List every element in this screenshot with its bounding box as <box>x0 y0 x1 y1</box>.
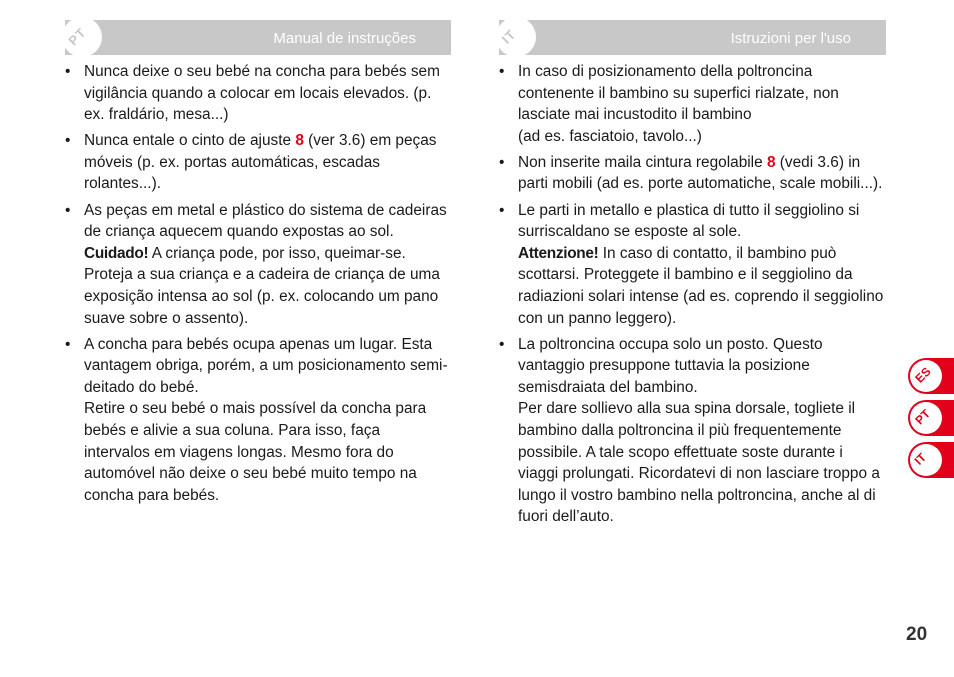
column-it <box>499 61 885 532</box>
header-title: Istruzioni per l'uso <box>730 30 851 47</box>
list-item: • A concha para bebés ocupa apenas um lugar. Esta vantagem obriga, porém, a um posicionamento semi-deitado do bebé. Retire o seu bebé o mais possível da concha para bebés e alivie a sua coluna. Para isso, faça intervalos em viagens longas. Mesmo fora do automóvel não deixe o seu bebé muito tempo na concha para bebés. <box>65 334 450 507</box>
column-pt <box>65 61 450 511</box>
instruction-list <box>499 61 885 528</box>
language-tab-circle: ES <box>910 360 942 392</box>
reference-number: 8 <box>766 153 776 171</box>
reference-number: 8 <box>295 132 304 150</box>
language-tab-circle: PT <box>910 402 942 434</box>
language-tab-es[interactable] <box>908 358 954 394</box>
list-item: • In caso di posizionamento della poltroncina contenente il bambino su superfici rialzate, non lasciate mai incustodito il bambino (ad es. fasciatoio, tavolo...) <box>499 61 885 147</box>
list-item: • As peças em metal e plástico do sistema de cadeiras de criança aquecem quando expostas ao sol. Cuidado! A criança pode, por isso, queimar-se. Proteja a sua criança e a cadeira de criança de uma exposição intensa ao sol (p. ex. colocando um pano suave sobre o assento). <box>65 200 450 330</box>
list-item: • Nunca entale o cinto de ajuste 8 (ver 3.6) em peças móveis (p. ex. portas automáticas, escadas rolantes...). <box>65 130 450 195</box>
instruction-list <box>65 61 450 506</box>
header-title: Manual de instruções <box>273 30 416 47</box>
list-item: • La poltroncina occupa solo un posto. Questo vantaggio presuppone tuttavia la posizione semisdraiata del bambino. Per dare sollievo alla sua spina dorsale, togliete il bambino dalla poltroncina il più frequentemente possibile. A tale scopo effettuate soste durante i viaggi prolungati. Ricordatevi di non lasciare troppo a lungo il vostro bambino nella poltroncina, anche al di fuori dell’auto. <box>499 334 885 528</box>
warning-label: Attenzione! <box>518 244 599 262</box>
language-badge-pt <box>62 17 102 57</box>
warning-label: Cuidado! <box>84 244 149 262</box>
list-item: • Nunca deixe o seu bebé na concha para bebés sem vigilância quando a colocar em locais elevados. (p. ex. fraldário, mesa...) <box>65 61 450 126</box>
language-tab-circle: IT <box>910 444 942 476</box>
language-badge-it <box>496 17 536 57</box>
section-header-pt <box>65 20 451 55</box>
list-item: • Le parti in metallo e plastica di tutto il seggiolino si surriscaldano se esposte al sole. Attenzione! In caso di contatto, il bambino può scottarsi. Proteggete il bambino e il seggiolino da radiazioni solari intense (ad es. coprendo il seggiolino con un panno leggero). <box>499 200 885 330</box>
page-number: 20 <box>906 624 928 645</box>
language-tab-it[interactable] <box>908 442 954 478</box>
section-header-it <box>499 20 886 55</box>
language-tab-pt[interactable] <box>908 400 954 436</box>
list-item: • Non inserite maila cintura regolabile 8 (vedi 3.6) in parti mobili (ad es. porte automatiche, scale mobili...). <box>499 152 885 195</box>
language-code: PT <box>65 24 90 49</box>
language-code: IT <box>498 26 519 47</box>
